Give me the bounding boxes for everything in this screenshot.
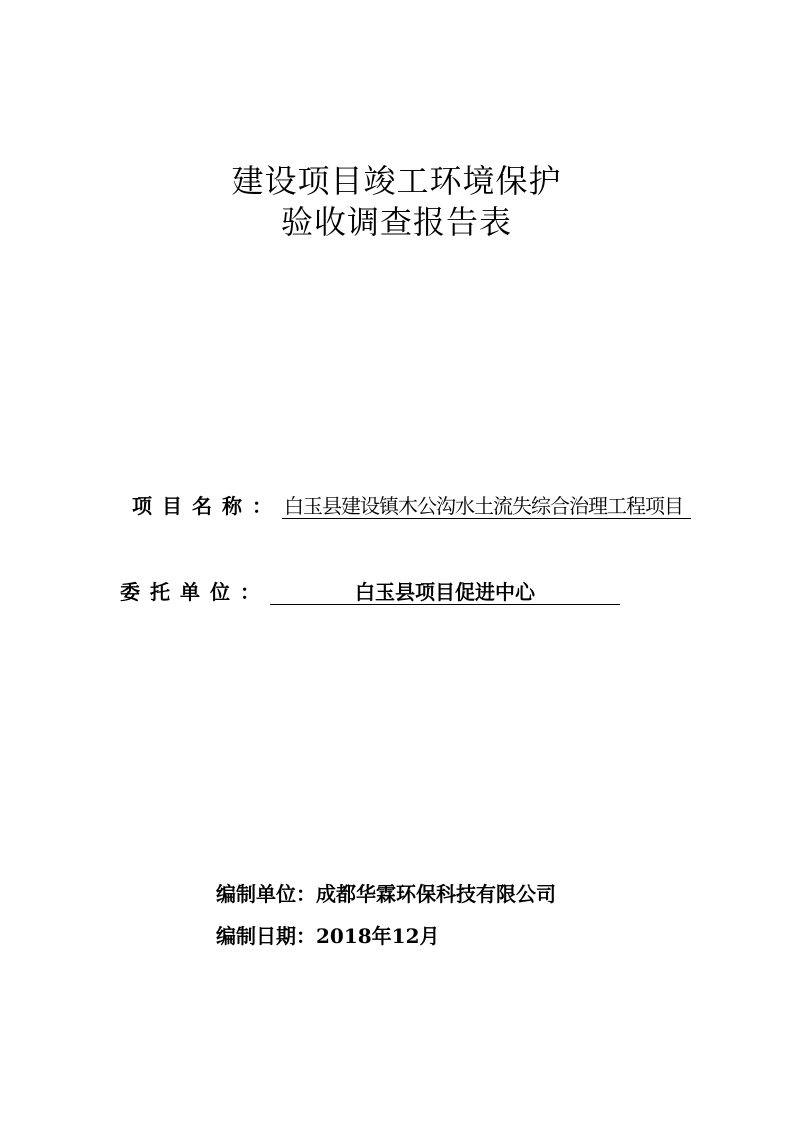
client-unit-label: 委托单位：: [120, 580, 270, 604]
client-unit-field: [120, 578, 620, 606]
compile-date-label: 编制日期：: [216, 924, 316, 948]
report-title-line1: 建设项目竣工环境保护: [231, 162, 562, 200]
compiler-unit-value: 成都华霖环保科技有限公司: [316, 882, 556, 906]
client-unit-value: 白玉县项目促进中心: [270, 580, 620, 605]
project-name-field: [132, 492, 691, 520]
project-name-label: 项目名称：: [132, 494, 282, 518]
compiler-unit-line: [216, 880, 556, 908]
report-title-line2: 验收调查报告表: [280, 203, 512, 241]
project-name-value: 白玉县建设镇木公沟水土流失综合治理工程项目: [282, 494, 691, 519]
compiler-unit-label: 编制单位：: [216, 882, 316, 906]
compile-date-value: 2018年12月: [316, 924, 440, 948]
compile-date-line: [216, 922, 440, 950]
